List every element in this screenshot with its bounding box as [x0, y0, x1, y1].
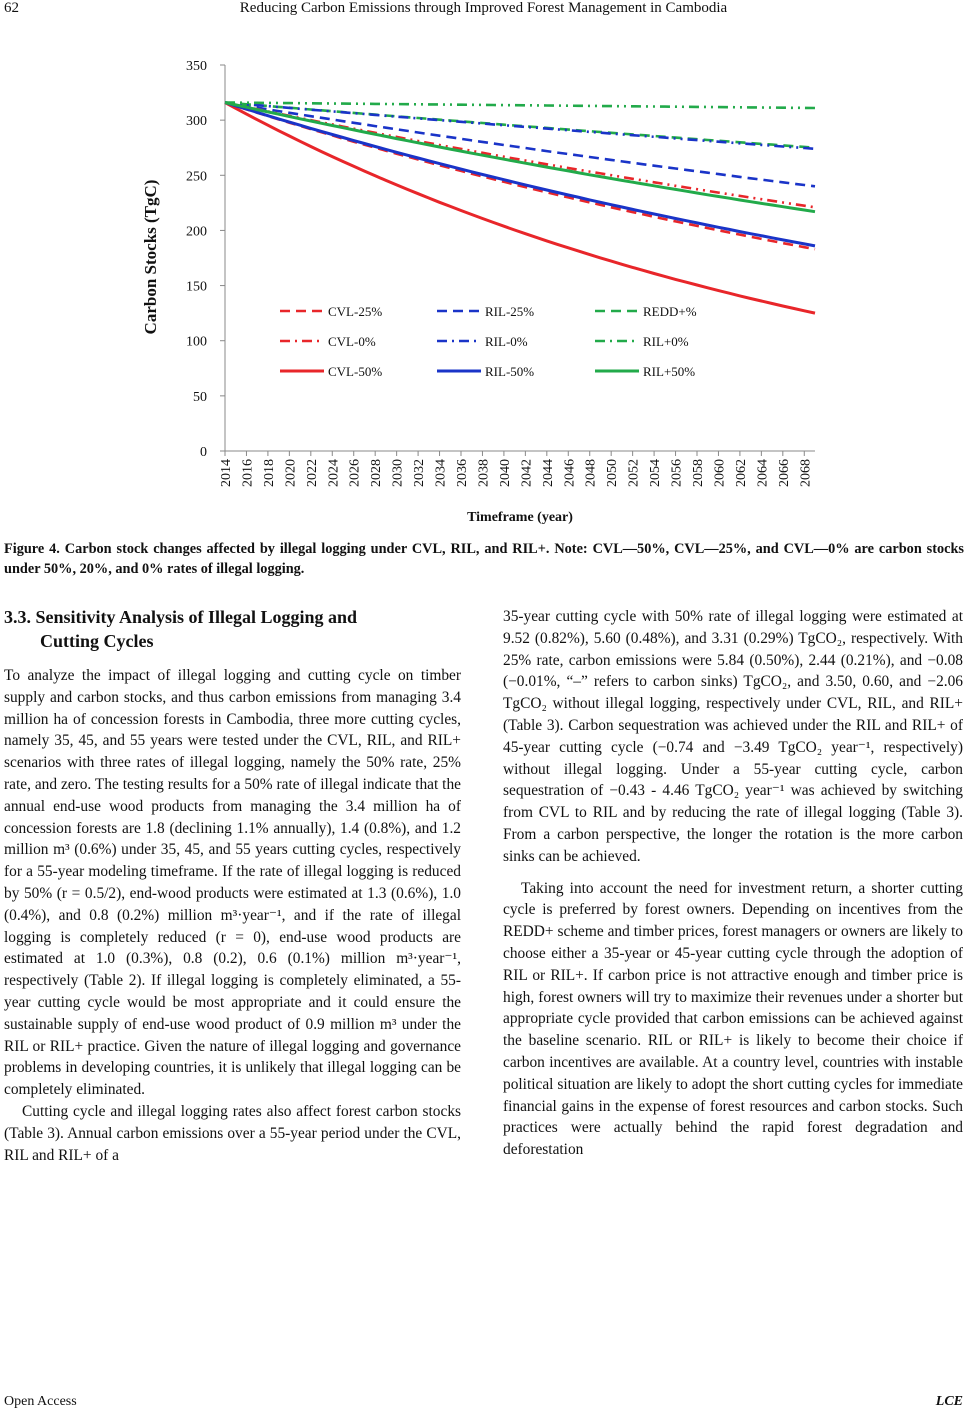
x-tick-label: 2048: [583, 459, 599, 487]
series-line-ril-0-: [225, 103, 815, 109]
legend-label: CVL-0%: [328, 334, 376, 349]
x-tick-label: 2038: [476, 459, 492, 487]
x-tick-label: 2064: [755, 459, 771, 487]
legend-label: CVL-50%: [328, 364, 383, 379]
x-tick-label: 2030: [390, 459, 406, 487]
x-tick-label: 2020: [283, 459, 299, 487]
x-tick-label: 2040: [497, 459, 513, 487]
x-tick-label: 2018: [261, 459, 277, 487]
chart-legend: [280, 304, 697, 379]
y-tick-label: 0: [200, 445, 207, 460]
series-line-cvl-25-: [225, 103, 815, 250]
x-tick-label: 2044: [540, 459, 556, 487]
y-tick-label: 100: [186, 334, 207, 350]
x-tick-label: 2014: [219, 459, 234, 487]
series-line-ril-25-: [225, 103, 815, 187]
x-tick-label: 2054: [648, 459, 664, 487]
y-axis: [186, 59, 225, 460]
x-tick-label: 2052: [626, 459, 642, 487]
legend-label: RIL-50%: [485, 364, 535, 379]
page-number: 62: [4, 0, 19, 16]
footer-journal: LCE: [935, 1394, 963, 1409]
section-heading: [4, 605, 461, 653]
x-tick-label: 2016: [240, 459, 256, 487]
right-column: [503, 606, 963, 1161]
figure-caption-text: Carbon stock changes affected by illegal logging under CVL, RIL, and RIL+. Note: CVL—50%, CVL—25%, and CVL—0% are carbon stocks under 50%, 20%, and 0% rates of illegal logging.: [4, 541, 964, 577]
section-title-line2: Cutting Cycles: [40, 631, 154, 651]
x-tick-label: 2024: [326, 459, 342, 487]
section-title-line1: Sensitivity Analysis of Illegal Logging and: [35, 607, 358, 627]
left-paragraph-2: Cutting cycle and illegal logging rates also affect forest carbon stocks (Table 3). Annual carbon emissions over a 55-year period under the CVL, RIL and RIL+ of a: [4, 1102, 461, 1164]
x-tick-label: 2036: [455, 459, 470, 487]
x-axis-label: Timeframe (year): [467, 510, 573, 525]
right-paragraph-1: 35-year cutting cycle with 50% rate of illegal logging were estimated at 9.52 (0.82%), 5.60 (0.48%), and 3.31 (0.29%) TgCO₂, respectively. With 25% rate, carbon emissions were 5.84 (0.50%), 2.44 (0.21%), and −0.08 (−0.01%, “–” refers to carbon sinks) TgCO₂, and 3.50, 0.60, and −2.06 TgCO₂ without illegal logging, respectively under CVL, RIL, and RIL+ (Table 3). Carbon sequestration was achieved under the RIL and RIL+ of 45-year cutting cycle (−0.74 and −3.49 TgCO₂ year⁻¹, respectively) without illegal logging. Under a 55-year cutting cycle, carbon sequestration of −0.43 - 4.46 TgCO₂ year⁻¹ was achieved by switching from CVL to RIL and by reducing the rate of illegal logging (Table 3). From a carbon perspective, the longer the rotation is the more carbon sinks can be achieved.: [503, 608, 963, 865]
footer-open-access: Open Access: [4, 1394, 77, 1409]
left-paragraph-1: To analyze the impact of illegal logging and cutting cycle on timber supply and carbon stocks, and thus carbon emissions from managing 3.4 million ha of concession forests in Cambodia, three more cutting cycles, namely 35, 45, and 55 years were tested under the CVL, RIL, and RIL+ scenarios with three rates of illegal logging, namely the 50% rate, 25% rate, and zero. The testing results for a 50% rate of illegal indicate that the annual end-use wood products from managing the 3.4 million ha of concession forests are 1.8 (declining 1.1% annually), 1.4 (0.8%), and 1.2 million m³ (0.6%) under 35, 45, and 55 years cutting cycles, respectively for a 55-year modeling timeframe. If the rate of illegal logging is reduced by 50% (r = 0.5/2), end-wood products were estimated at 1.3 (0.6%), 1.0 (0.4%), and 0.8 (0.2%) million m³·year⁻¹, and if the rate of illegal logging is completely reduced (r = 0), end-use wood products are estimated at 1.0 (0.3%), 0.8 (0.2), 0.6 (0.1%) million m³·year⁻¹, respectively (Table 2). If illegal logging is completely eliminated, a 55-year cutting cycle would be most appropriate and it could ensure the sustainable supply of end-use wood product of 0.9 million m³ under the RIL or RIL+ practice. Given the nature of illegal logging and governance problems in developing countries, it is unlikely that illegal logging can be completely eliminated.: [4, 667, 461, 1099]
carbon-stock-chart: [130, 45, 830, 525]
x-tick-label: 2026: [347, 459, 363, 487]
y-axis-label: Carbon Stocks (TgC): [141, 179, 160, 335]
chart-series: [225, 103, 815, 314]
x-tick-label: 2058: [691, 459, 706, 487]
right-paragraph-2: Taking into account the need for investment return, a shorter cutting cycle is preferred by forest owners. Depending on incentives from the REDD+ scheme and timber prices, forest managers or owners are likely to choose either a 35-year or 45-year cutting cycle through the adoption of RIL or RIL+. If carbon price is not attractive enough and timber price is high, forest owners will try to maximize their revenues under a shorter but appropriate cycle provided that carbon emissions can be achieved against the baseline scenario. RIL or RIL+ is likely to become their choice if carbon incentives are available. At a country level, countries with instable political situation are likely to adopt the short cutting cycles for immediate financial gains in the expense of forest resources and carbon stocks. Such practices were actually behind the rapid forest degradation and deforestation: [503, 879, 963, 1159]
y-tick-label: 300: [186, 114, 207, 130]
series-line-cvl-0-: [225, 103, 815, 208]
x-tick-label: 2068: [798, 459, 814, 487]
x-tick-label: 2056: [669, 459, 685, 487]
legend-label: CVL-25%: [328, 304, 383, 319]
y-tick-label: 50: [193, 389, 207, 405]
x-tick-label: 2066: [776, 459, 792, 487]
x-tick-label: 2050: [605, 459, 621, 487]
legend-label: REDD+%: [643, 304, 697, 319]
legend-label: RIL+50%: [643, 364, 696, 379]
x-tick-label: 2022: [304, 459, 320, 487]
x-tick-label: 2028: [369, 459, 385, 487]
legend-label: RIL-0%: [485, 334, 528, 349]
x-axis: [219, 451, 815, 487]
y-tick-label: 200: [186, 224, 207, 240]
x-tick-label: 2046: [562, 459, 578, 487]
series-line-cvl-50-: [225, 103, 815, 314]
y-tick-label: 350: [186, 59, 207, 74]
x-tick-label: 2032: [412, 459, 428, 487]
series-line-ril-50-: [225, 103, 815, 212]
left-column: [4, 605, 461, 1166]
legend-label: RIL+0%: [643, 334, 689, 349]
section-number: 3.3.: [4, 607, 31, 627]
y-tick-label: 150: [186, 279, 207, 295]
figure-caption: [4, 539, 964, 579]
figure-caption-label: Figure 4.: [4, 541, 60, 557]
x-tick-label: 2062: [733, 459, 749, 487]
running-title: Reducing Carbon Emissions through Improved Forest Management in Cambodia: [239, 0, 728, 16]
legend-label: RIL-25%: [485, 304, 535, 319]
series-line-ril-50-: [225, 103, 815, 246]
x-tick-label: 2034: [433, 459, 449, 487]
y-tick-label: 250: [186, 169, 207, 185]
x-tick-label: 2042: [519, 459, 535, 487]
x-tick-label: 2060: [712, 459, 728, 487]
